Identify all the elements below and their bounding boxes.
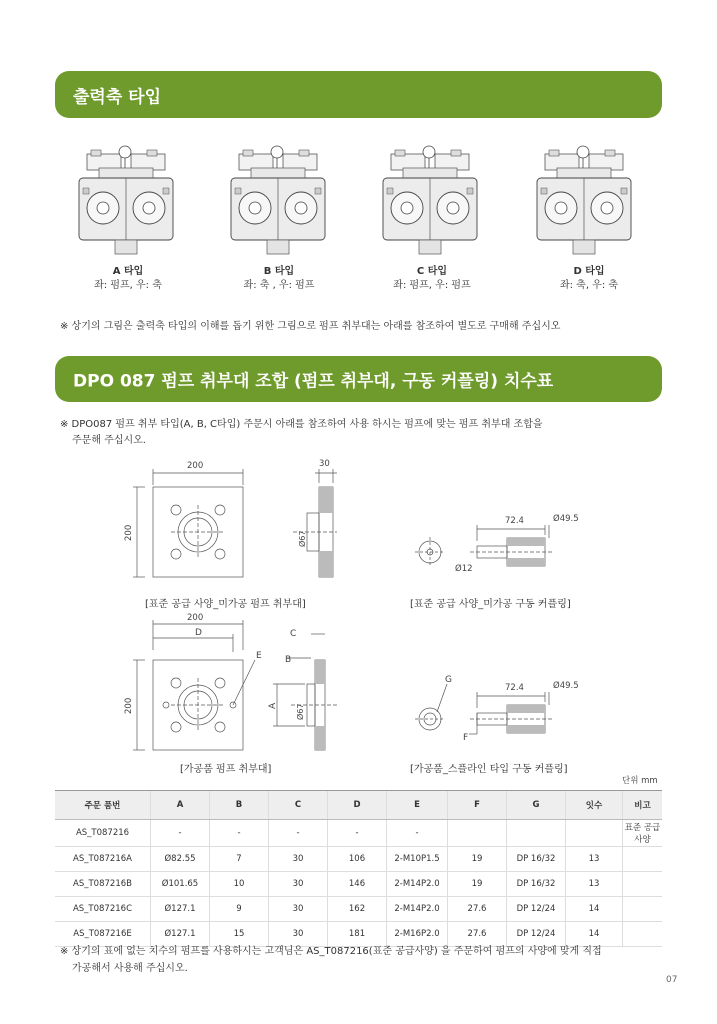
section-header-dimension-table — [55, 356, 662, 402]
dim-label-c: C — [290, 629, 297, 639]
note-custom-order — [60, 943, 602, 977]
table-cell: DP 16/32 — [507, 847, 566, 872]
note-line: 주문해 주십시오. — [72, 435, 146, 446]
table-cell: 10 — [210, 872, 269, 897]
col-header: 주문 품번 — [55, 791, 151, 820]
table-cell: - — [328, 820, 387, 847]
table-cell: Ø101.65 — [151, 872, 210, 897]
table-cell — [448, 820, 507, 847]
std-bracket-drawing — [115, 455, 365, 590]
table-cell: 30 — [269, 872, 328, 897]
table-cell: AS_T087216B — [55, 872, 151, 897]
pump-type: D 타입 — [573, 266, 605, 277]
note-order-guide — [60, 417, 543, 449]
col-header: F — [448, 791, 507, 820]
table-cell: - — [210, 820, 269, 847]
table-cell — [623, 872, 663, 897]
col-header: 비고 — [623, 791, 663, 820]
table-cell: 2-M14P2.0 — [387, 897, 448, 922]
table-cell: 19 — [448, 872, 507, 897]
coupling-od-label: Ø49.5 — [553, 514, 579, 524]
table-cell: Ø127.1 — [151, 897, 210, 922]
section-title: 출력축 타입 — [73, 87, 162, 107]
pump-desc: 좌: 축, 우: 축 — [559, 280, 619, 291]
section-header-output-shaft — [55, 71, 662, 118]
dim-label-g: G — [445, 675, 452, 685]
table-cell — [566, 820, 623, 847]
pump-type: A 타입 — [112, 266, 144, 277]
table-cell — [623, 897, 663, 922]
table-row — [55, 897, 662, 922]
bracket-width-label: 200 — [187, 461, 204, 471]
table-header-row — [55, 791, 662, 820]
dim-label-e: E — [256, 651, 262, 661]
col-header: E — [387, 791, 448, 820]
mach-bracket-width-label: 200 — [187, 613, 204, 623]
pump-a-illustration — [79, 146, 173, 254]
table-cell: 27.6 — [448, 897, 507, 922]
table-cell — [623, 922, 663, 947]
table-cell: 13 — [566, 847, 623, 872]
table-cell: 27.6 — [448, 922, 507, 947]
coupling-id-label: Ø12 — [455, 564, 473, 574]
dim-label-d: D — [195, 628, 202, 638]
table-row — [55, 872, 662, 897]
table-cell: - — [269, 820, 328, 847]
table-cell: 162 — [328, 897, 387, 922]
mach-coupling-length-label: 72.4 — [505, 683, 524, 693]
pump-type: C 타입 — [416, 266, 448, 277]
table-cell: 14 — [566, 897, 623, 922]
table-cell: 15 — [210, 922, 269, 947]
pump-caption-b — [209, 265, 349, 293]
pump-caption-a — [58, 265, 198, 293]
table-cell: - — [151, 820, 210, 847]
mach-bracket-drawing — [115, 612, 365, 760]
table-cell: AS_T087216C — [55, 897, 151, 922]
table-cell: AS_T087216 — [55, 820, 151, 847]
col-header: C — [269, 791, 328, 820]
table-cell: 9 — [210, 897, 269, 922]
table-cell: 181 — [328, 922, 387, 947]
bracket-height-label: 200 — [124, 524, 134, 541]
table-cell: Ø82.55 — [151, 847, 210, 872]
col-header: G — [507, 791, 566, 820]
table-cell: Ø127.1 — [151, 922, 210, 947]
mach-bracket-caption: [가공품 펌프 취부대] — [180, 764, 272, 775]
table-cell: 표준 공급 사양 — [623, 820, 663, 847]
pump-type: B 타입 — [263, 266, 295, 277]
std-coupling-drawing — [405, 505, 605, 585]
table-cell: 7 — [210, 847, 269, 872]
col-header: 잇수 — [566, 791, 623, 820]
note-line: ※ 상기의 표에 없는 치수의 펌프를 사용하시는 고객님은 AS_T087216(표준 공급사양) 을 주문하여 펌프의 사양에 맞게 직접 — [60, 946, 602, 957]
table-cell: DP 16/32 — [507, 872, 566, 897]
mach-bracket-height-label: 200 — [124, 697, 134, 714]
dim-label-a: A — [268, 702, 278, 709]
table-cell: 13 — [566, 872, 623, 897]
coupling-length-label: 72.4 — [505, 516, 524, 526]
page-number: 07 — [666, 975, 678, 985]
table-cell: 19 — [448, 847, 507, 872]
pump-illustrations — [55, 140, 662, 270]
table-cell: 2-M16P2.0 — [387, 922, 448, 947]
table-cell: AS_T087216E — [55, 922, 151, 947]
pump-caption-c — [362, 265, 502, 293]
table-cell: 2-M14P2.0 — [387, 872, 448, 897]
mach-coupling-od-label: Ø49.5 — [553, 681, 579, 691]
std-coupling-caption: [표준 공급 사양_미가공 구동 커플링] — [410, 599, 571, 610]
col-header: A — [151, 791, 210, 820]
table-cell: DP 12/24 — [507, 922, 566, 947]
table-cell — [623, 847, 663, 872]
table-cell: 14 — [566, 922, 623, 947]
table-cell: 30 — [269, 847, 328, 872]
table-cell: 106 — [328, 847, 387, 872]
table-row — [55, 847, 662, 872]
table-cell: 30 — [269, 897, 328, 922]
pump-b-illustration — [231, 146, 325, 254]
col-header: B — [210, 791, 269, 820]
std-bracket-caption: [표준 공급 사양_미가공 펌프 취부대] — [145, 599, 306, 610]
note-line: 가공해서 사용해 주십시오. — [72, 963, 188, 974]
unit-label: 단위 mm — [622, 776, 658, 786]
mach-coupling-drawing — [405, 672, 605, 752]
mach-bracket-bore-label: Ø67 — [296, 703, 305, 720]
table-cell: 146 — [328, 872, 387, 897]
section-title: DPO 087 펌프 취부대 조합 (펌프 취부대, 구동 커플링) 치수표 — [73, 371, 554, 392]
table-cell: AS_T087216A — [55, 847, 151, 872]
pump-desc: 좌: 펌프, 우: 축 — [94, 280, 162, 291]
pump-d-illustration — [537, 146, 631, 254]
note-line: ※ DPO087 펌프 취부 타입(A, B, C타입) 주문시 아래를 참조하여 사용 하시는 펌프에 맞는 펌프 취부대 조합을 — [60, 419, 543, 430]
pump-desc: 좌: 축 , 우: 펌프 — [243, 280, 315, 291]
bracket-thickness-label: 30 — [319, 459, 330, 469]
pump-desc: 좌: 펌프, 우: 펌프 — [393, 280, 471, 291]
bracket-bore-label: Ø67 — [298, 530, 307, 547]
dim-label-b: B — [285, 655, 292, 665]
table-row — [55, 820, 662, 847]
col-header: D — [328, 791, 387, 820]
dim-label-f: F — [463, 733, 469, 743]
note-output-shaft: ※ 상기의 그림은 출력축 타입의 이해를 돕기 위한 그림으로 펌프 취부대는 아래를 참조하여 별도로 구매해 주십시오 — [60, 321, 561, 332]
table-cell — [507, 820, 566, 847]
table-cell: 2-M10P1.5 — [387, 847, 448, 872]
table-cell: DP 12/24 — [507, 897, 566, 922]
table-cell: - — [387, 820, 448, 847]
mach-coupling-caption: [가공품_스플라인 타입 구동 커플링] — [410, 764, 568, 775]
pump-caption-d — [519, 265, 659, 293]
pump-c-illustration — [383, 146, 477, 254]
table-cell: 30 — [269, 922, 328, 947]
spec-table — [55, 790, 662, 947]
